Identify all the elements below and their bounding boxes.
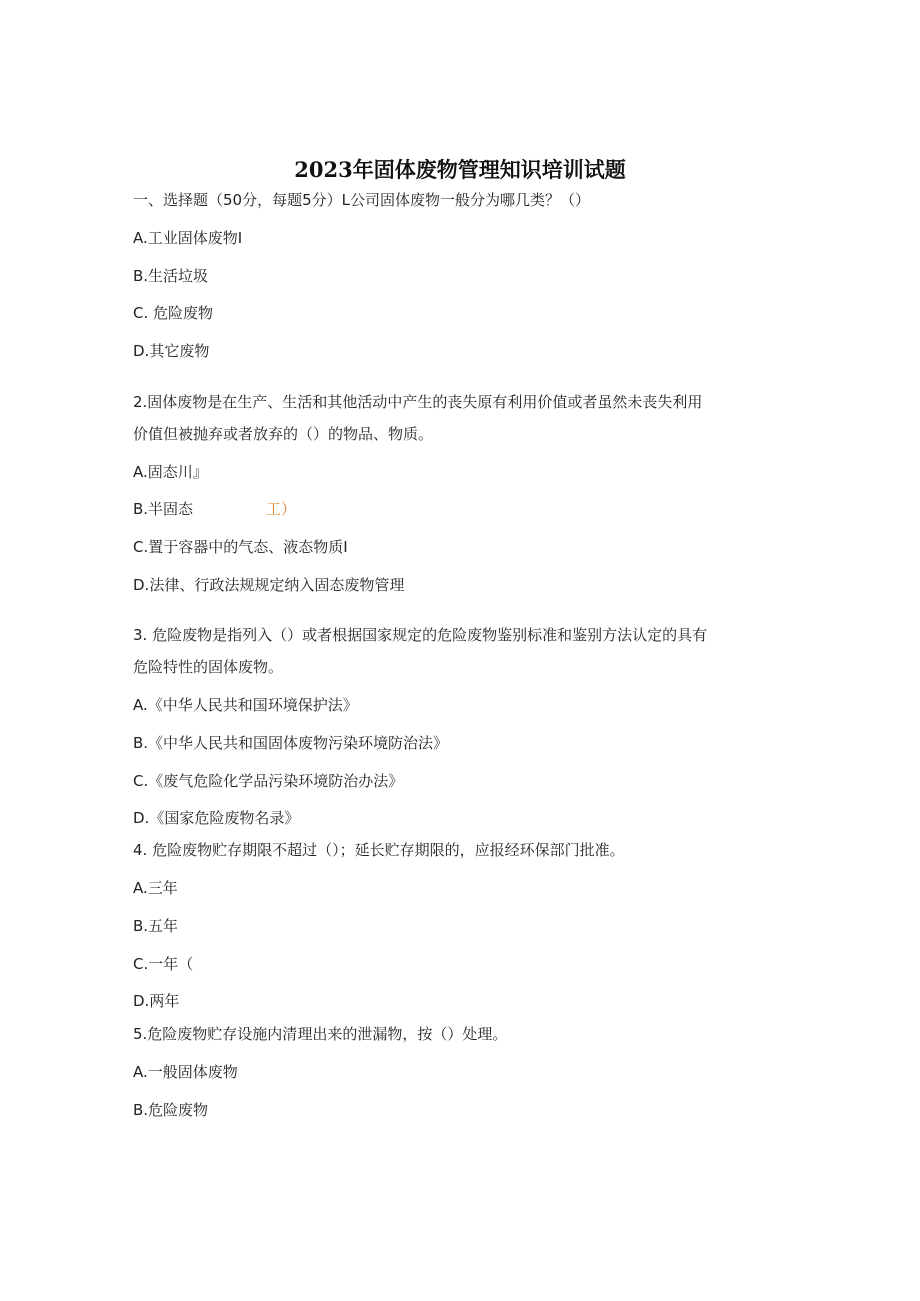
q5-option-a: A.一般固体废物: [133, 1063, 238, 1081]
q4-option-a: A.三年: [133, 879, 178, 897]
q3-option-a: A.《中华人民共和国环境保护法》: [133, 696, 358, 714]
q3-option-c: C.《废气危险化学品污染环境防治办法》: [133, 772, 404, 790]
q3-option-b: B.《中华人民共和国固体废物污染环境防治法》: [133, 734, 449, 752]
q3-option-d: D.《国家危险废物名录》: [133, 809, 300, 827]
q2-option-a: A.固态川』: [133, 463, 208, 481]
q1-option-b: B.生活垃圾: [133, 267, 209, 285]
page-title: 2023年固体废物管理知识培训试题: [294, 157, 626, 182]
q3-stem-line2: 危险特性的固体废物。: [133, 658, 284, 676]
q2-option-d: D.法律、行政法规规定纳入固态废物管理: [133, 576, 405, 594]
q3-stem-line1: 3. 危险废物是指列入（）或者根据国家规定的危险废物鉴别标准和鉴别方法认定的具有: [133, 626, 708, 644]
q4-stem: 4. 危险废物贮存期限不超过（）；延长贮存期限的，应报经环保部门批准。: [133, 841, 625, 859]
q2-option-b: B.半固态: [133, 500, 194, 518]
q4-option-b: B.五年: [133, 917, 179, 935]
q2-option-c: C.置于容器中的气态、液态物质I: [133, 538, 348, 556]
section-heading: 一、选择题（50分，每题5分）L公司固体废物一般分为哪几类？（）: [133, 191, 590, 209]
q1-option-c: C. 危险废物: [133, 304, 214, 322]
q5-stem: 5.危险废物贮存设施内清理出来的泄漏物，按（）处理。: [133, 1025, 508, 1043]
q2-stem-line2: 价值但被抛弃或者放弃的（）的物品、物质。: [133, 425, 434, 443]
q2-stem-line1: 2.固体废物是在生产、生活和其他活动中产生的丧失原有利用价值或者虽然未丧失利用: [133, 393, 703, 411]
q5-option-b: B.危险废物: [133, 1101, 209, 1119]
q4-option-d: D.两年: [133, 992, 180, 1010]
q1-option-d: D.其它废物: [133, 342, 210, 360]
q4-option-c: C.一年（: [133, 955, 194, 973]
q1-option-a: A.工业固体废物I: [133, 229, 243, 247]
q2-handwritten-mark: 工）: [266, 500, 297, 518]
